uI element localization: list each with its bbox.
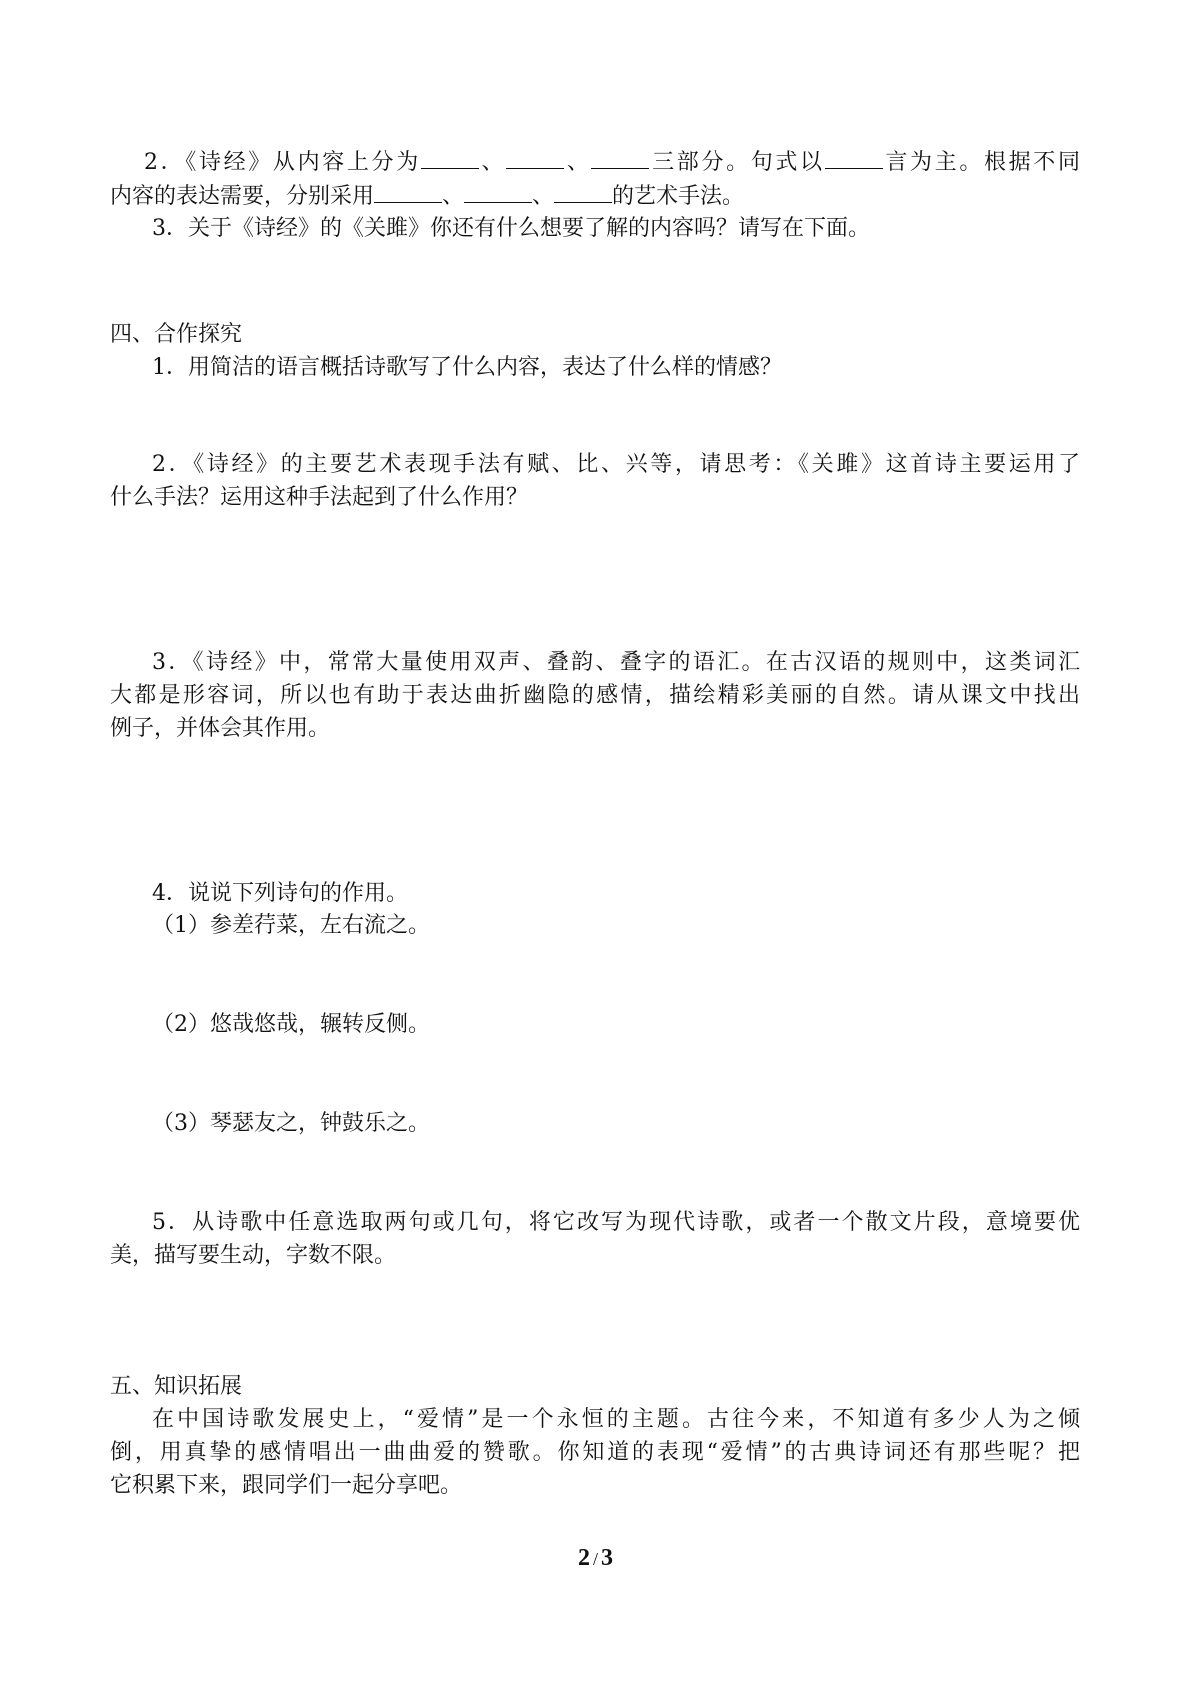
section-5-paragraph-line-2: 倒，用真挚的感情唱出一曲曲爱的赞歌。你知道的表现“爱情”的古典诗词还有那些呢？把 — [110, 1440, 1080, 1465]
separator: 、 — [564, 150, 592, 175]
page-number — [0, 1543, 1191, 1574]
section-4-question-1: 1．用简洁的语言概括诗歌写了什么内容，表达了什么样的情感？ — [152, 355, 782, 380]
question-text: 5．从诗歌中任意选取两句或几句，将它改写为现代诗歌，或者一个散文片段，意境要优 — [152, 1210, 1080, 1235]
section-5-paragraph-line-3: 它积累下来，跟同学们一起分享吧。 — [110, 1473, 463, 1498]
fill-blank[interactable] — [825, 146, 883, 169]
fill-blank[interactable] — [464, 180, 532, 203]
page-separator: / — [592, 1549, 598, 1569]
separator: 、 — [442, 184, 465, 209]
fill-blank[interactable] — [421, 146, 479, 169]
paragraph-text: 在中国诗歌发展史上，“爱情”是一个永恒的主题。古往今来，不知道有多少人为之倾 — [152, 1407, 1080, 1432]
section-4-question-3-line-1 — [110, 646, 1080, 680]
section-4-question-4-item-1: （1）参差荇菜，左右流之。 — [152, 913, 430, 938]
section-4-question-4-item-3: （3）琴瑟友之，钟鼓乐之。 — [152, 1111, 430, 1136]
question-text: 《诗经》从内容上分为 — [185, 150, 421, 175]
section-4-question-3-line-3: 例子，并体会其作用。 — [110, 716, 331, 741]
fill-blank[interactable] — [374, 180, 442, 203]
fill-blank[interactable] — [506, 146, 564, 169]
question-3-intro: 3．关于《诗经》的《关雎》你还有什么想要了解的内容吗？请写在下面。 — [152, 216, 870, 241]
question-2-line-2 — [110, 180, 744, 214]
question-text: 内容的表达需要，分别采用 — [110, 184, 375, 209]
section-4-question-4: 4．说说下列诗句的作用。 — [152, 881, 408, 906]
separator: 、 — [532, 184, 555, 209]
section-4-question-2-line-1 — [110, 448, 1080, 482]
question-number: 2． — [144, 150, 186, 175]
total-pages: 3 — [601, 1545, 613, 1571]
question-text: 3．《诗经》中，常常大量使用双声、叠韵、叠字的语汇。在古汉语的规则中，这类词汇 — [152, 650, 1080, 675]
section-4-question-5-line-2: 美，描写要生动，字数不限。 — [110, 1243, 397, 1268]
section-4-question-3-line-2: 大都是形容词，所以也有助于表达曲折幽隐的感情，描绘精彩美丽的自然。请从课文中找出 — [110, 683, 1080, 708]
question-text: 言为主。根据不同 — [882, 150, 1080, 175]
question-2-line-1 — [110, 146, 1080, 180]
section-4-question-4-item-2: （2）悠哉悠哉，辗转反侧。 — [152, 1012, 430, 1037]
question-text: 的艺术手法。 — [612, 184, 745, 209]
separator: 、 — [478, 150, 507, 175]
section-4-question-2-line-2: 什么手法？运用这种手法起到了什么作用？ — [110, 485, 529, 510]
section-5-heading: 五、知识拓展 — [110, 1374, 243, 1399]
fill-blank[interactable] — [554, 180, 612, 203]
section-5-paragraph-line-1 — [110, 1403, 1080, 1437]
section-4-question-5-line-1 — [110, 1206, 1080, 1240]
question-text: 三部分。句式以 — [649, 150, 825, 175]
question-text: 2．《诗经》的主要艺术表现手法有赋、比、兴等，请思考：《关雎》这首诗主要运用了 — [152, 452, 1080, 477]
current-page: 2 — [577, 1545, 590, 1571]
fill-blank[interactable] — [591, 146, 649, 169]
section-4-heading: 四、合作探究 — [110, 322, 243, 347]
